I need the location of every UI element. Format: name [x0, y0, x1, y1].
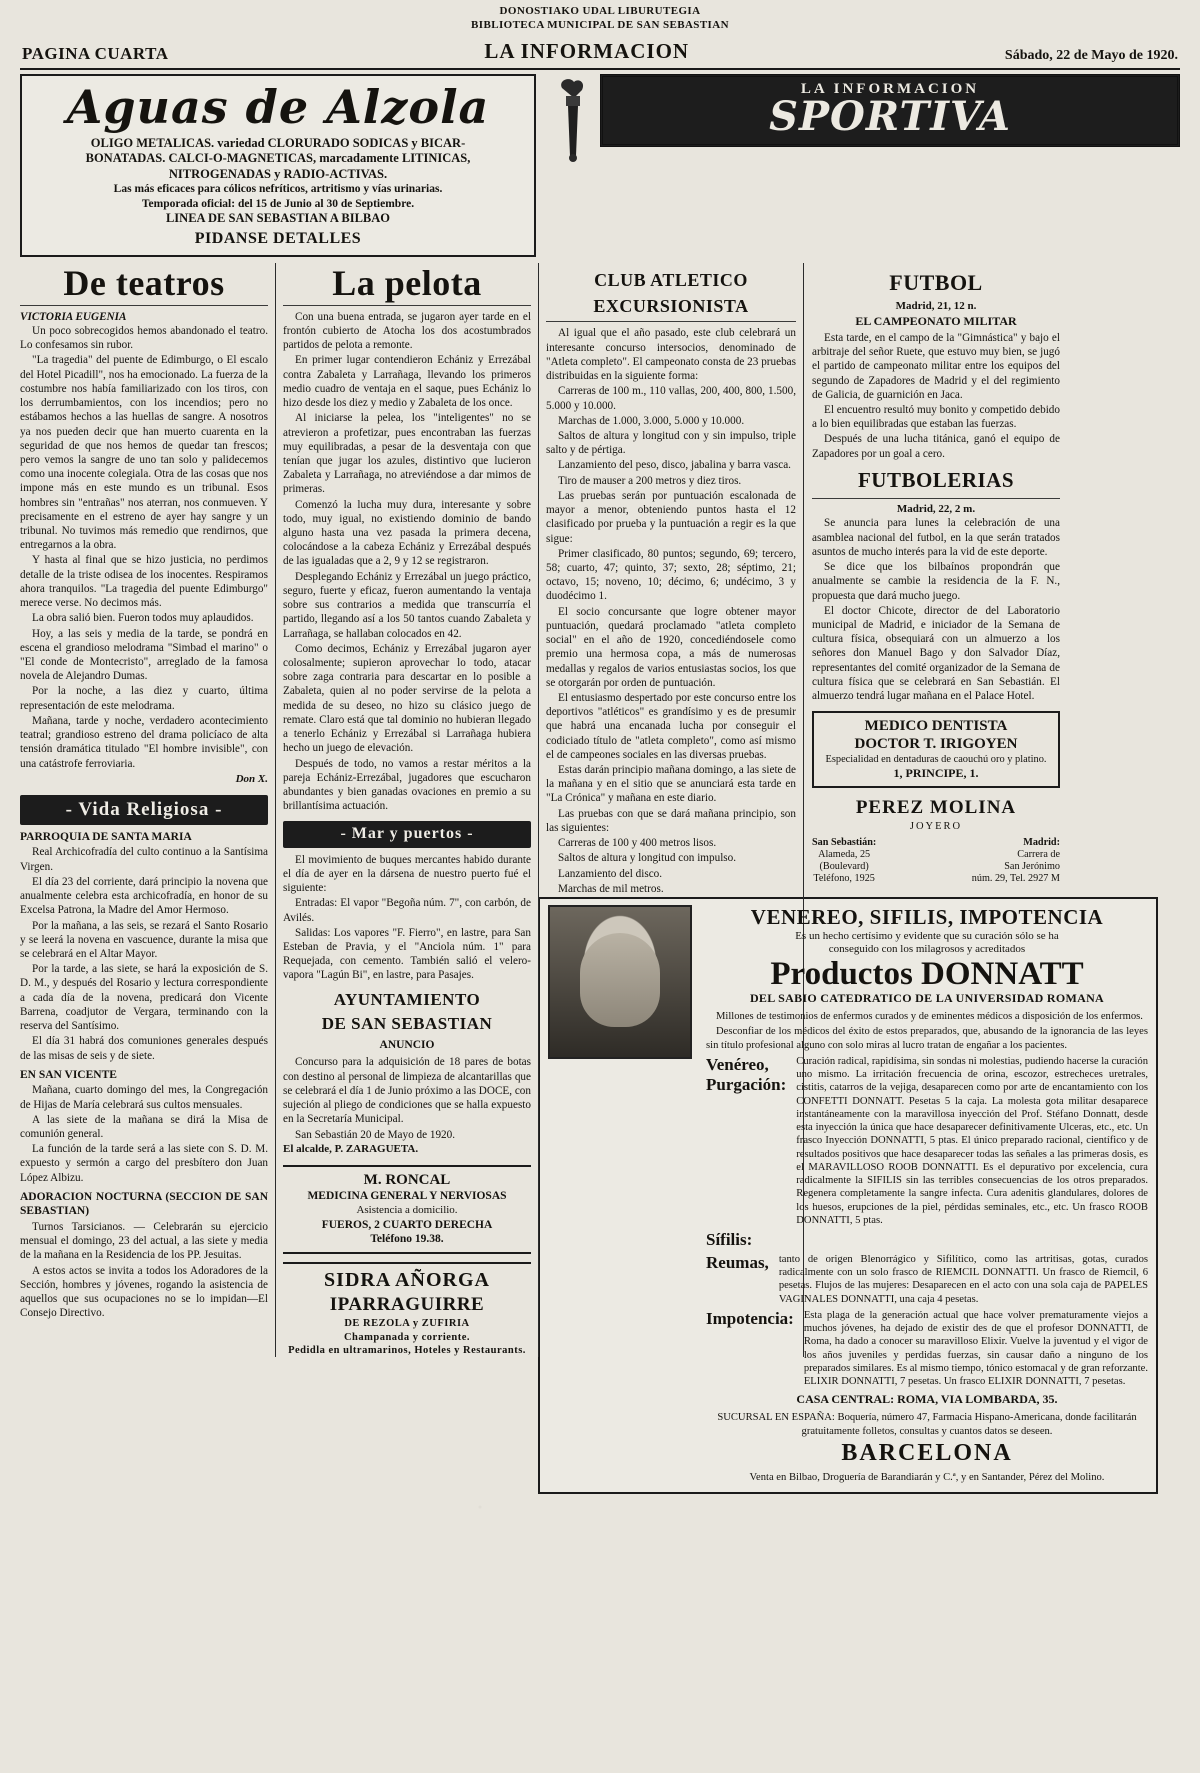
divider — [283, 305, 531, 306]
vr-0-p0: Real Archicofradía del culto continuo a la Santísima Virgen. — [20, 846, 268, 873]
ad-sidra-line3: DE REZOLA y ZUFIRIA — [344, 1318, 470, 1330]
exc-p15: Marchas de mil metros. — [558, 882, 664, 895]
vr-0-p3: Por la tarde, a las siete, se hará la exposición de S. D. M., y después del Rosario y lectura correspondiente a cada día de la novena, predicará don Vicente Barrena, coadjutor de Vergara, terminando con la reserva del Santísimo. — [20, 963, 268, 1033]
ad-joyero-left-2: Teléfono, 1925 — [813, 873, 875, 885]
excursionista-title-1: CLUB ATLETICO — [594, 269, 748, 290]
ad-dentista-line2: DOCTOR T. IRIGOYEN — [854, 735, 1018, 752]
teatros-p2: Y hasta al final que se hizo justicia, no perdimos detalle de la triste odisea de los inocentes. Respiramos ahora tranquilos. "La tragedia del puente Edimburgo" merece verse. No decimos más. — [20, 554, 268, 610]
ad-roncal-name: M. RONCAL — [363, 1171, 451, 1188]
vr-1-p0: Mañana, cuarto domingo del mes, la Congregación de Hijas de María celebrará sus cultos mensuales. — [20, 1084, 268, 1111]
ayuntamiento-p0: Concurso para la adquisición de 18 pares de botas con destino al personal de limpieza de alcantarillas que se celebrará el día 1 de Junio próximo a las DOCE, con sujeción al pliego de condiciones que se halla expuesto en la Secretaría Municipal. — [283, 1056, 531, 1126]
exc-p13: Saltos de altura y longitud con impulso. — [558, 852, 737, 865]
mar-puertos-title: - Mar y puertos - — [283, 821, 531, 847]
futbol-p2: Después de una lucha titánica, ganó el equipo de Zapadores por un goal a cero. — [812, 433, 1060, 460]
vr-2-p0: Turnos Tarsicianos. — Celebrarán su ejercicio mensual el domingo, 23 del actual, a las siete y media de la mañana en la Residencia de los PP. Jesuitas. — [20, 1221, 268, 1262]
torch-icon — [544, 76, 602, 162]
ad-joyero-left — [812, 837, 876, 886]
donnatt-casa-central: CASA CENTRAL: ROMA, VIA LOMBARDA, 35. — [796, 1392, 1058, 1407]
donnatt-brand-sub: DEL SABIO CATEDRATICO DE LA UNIVERSIDAD ROMANA — [749, 991, 1105, 1006]
ad-dentista-line4: 1, PRINCIPE, 1. — [893, 766, 979, 781]
library-header — [0, 0, 1200, 33]
vr-heading-1: EN SAN VICENTE — [20, 1068, 117, 1081]
ad-alzola-line3: NITROGENADAS y RADIO-ACTIVAS. — [168, 166, 388, 181]
exc-p8: El socio concursante que logre obtener mayor puntuación, quedará proclamado "atleta completo social" en el año de 1920, concediéndosele como premio una hermosa copa, a más de numerosas medallas y regalos de varios entusiastas socios, los que se otorgarán por orden de puntuación. — [546, 605, 796, 689]
mar-p2: Salidas: Los vapores "F. Fierro", en lastre, para San Esteban de Pravia, y el "Anciola núm. 1" para Requejada, con cemento. También salió el velero-vapora "Lagún Bi", en lastre, para Pasajes. — [283, 926, 531, 982]
ayuntamiento-signature: El alcalde, P. ZARAGUETA. — [283, 1142, 419, 1155]
teatros-p5: Por la noche, a las diez y cuarto, última representación de este melodrama. — [20, 685, 268, 712]
futbolerias-p1: Se dice que los bilbaínos propondrán que anualmente se cambie la residencia de la F. N., propuesta que dará mucho juego. — [812, 561, 1060, 602]
ad-alzola-line5: Temporada oficial: del 15 de Junio al 30 de Septiembre. — [141, 197, 415, 210]
ad-alzola-line2: BONATADAS. CALCI-O-MAGNETICAS, marcadamente LITINICAS, — [85, 151, 471, 166]
donnatt-subhead-2: conseguido con los milagrosos y acreditados — [828, 943, 1026, 956]
teatros-signature: Don X. — [235, 772, 268, 785]
vr-0-p1: El día 23 del corriente, dará principio la novena que anualmente celebra esta archicofradía, en honor de su Excelsa Patrona, la Madre del Amor Hermoso. — [20, 875, 268, 917]
exc-p1: Carreras de 100 m., 110 vallas, 200, 400, 800, 1.500, 5.000 y 10.000. — [546, 385, 796, 412]
donnatt-section-1 — [706, 1230, 1148, 1250]
donnatt-city: BARCELONA — [841, 1439, 1013, 1466]
futbolerias-dateline: Madrid, 22, 2 m. — [896, 502, 976, 515]
teatros-title: De teatros — [63, 262, 225, 303]
divider — [20, 305, 268, 306]
library-header-line2: BIBLIOTECA MUNICIPAL DE SAN SEBASTIAN — [471, 18, 729, 31]
vr-0-p2: Por la mañana, a las seis, se rezará el Santo Rosario y se leerá la novena en vascuence, durante la misa que se celebrará en el Altar Mayor. — [20, 919, 268, 960]
ad-dentista-line1: MEDICO DENTISTA — [864, 718, 1008, 735]
column-1 — [20, 263, 275, 1357]
ad-joyero-right-1: San Jerónimo — [1004, 861, 1060, 873]
issue-date: Sábado, 22 de Mayo de 1920. — [1004, 47, 1178, 63]
ayuntamiento-title-2: DE SAN SEBASTIAN — [321, 1014, 493, 1034]
ad-sidra-anorga — [283, 1262, 531, 1358]
donnatt-headline: VENEREO, SIFILIS, IMPOTENCIA — [750, 905, 1104, 930]
ad-joyero-role: JOYERO — [909, 821, 963, 833]
exc-p4: Lanzamiento del peso, disco, jabalina y barra vasca. — [558, 459, 791, 472]
library-header-line1: DONOSTIAKO UDAL LIBURUTEGIA — [499, 5, 701, 17]
ad-joyero-right — [972, 837, 1060, 886]
ayuntamiento-title-1: AYUNTAMIENTO — [333, 989, 481, 1009]
futbol-p1: El encuentro resultó muy bonito y competido debido a lo bien equilibradas que estaban las fuerzas. — [812, 403, 1060, 431]
futbolerias-p2: El doctor Chicote, director de del Laboratorio municipal de Madrid, e iniciador de la Semana de cultura física, obsequiará con un almuerzo a los señores don Manuel Bago y don Salvador Díaz, representantes del comité organizador de la Semana de cultura física que se celebrará en San Sebastián. El almuerzo tendrá lugar mañana en el Palace Hotel. — [812, 604, 1060, 703]
exc-p2: Marchas de 1.000, 3.000, 5.000 y 10.000. — [558, 414, 745, 427]
pelota-p2: Al iniciarse la pelea, los "inteligentes" no se atrevieron a profetizar, pues encontraban las fuerzas muy equilibradas, a pesar de la desventaja con que tenían que jugar los azules, distintivo que lucieron Zabaleta y Larrañaga, no atreviéndose a dar mimos de primeras. — [283, 412, 531, 496]
ad-dentista — [812, 711, 1060, 788]
exc-p14: Lanzamiento del disco. — [558, 867, 663, 880]
teatros-p6: Mañana, tarde y noche, verdadero acontecimiento teatral; grandioso estreno del drama policíaco de alta tensión dramática titulado "El hombre invisible", con una catástrofe ferroviaria. — [20, 714, 268, 770]
teatros-p4: Hoy, a las seis y media de la tarde, se pondrá en escena el grandioso melodrama "Simbad el marino" o "El conde de Montecristo", arreglado de la famosa novela de Alejandro Dumas. — [20, 627, 268, 683]
top-ad-row — [0, 70, 1200, 257]
donnatt-intro-0: Millones de testimonios de enfermos curados y de eminentes médicos a disposición de los enfermos. — [716, 1011, 1143, 1023]
donnatt-term-3: Impotencia: — [706, 1308, 794, 1328]
pelota-p3: Comenzó la lucha muy dura, interesante y sobre todo, muy igual, no existiendo dominio de bando alguno hasta una vez pasada la primera decena, colocándose a la cabeza Echániz y Errezábal después de las igualadas que a 2, 9 y 12 se registraron. — [283, 498, 531, 568]
donnatt-portrait-wrap — [548, 905, 698, 1484]
ad-joyero-right-2: núm. 29, Tel. 2927 M — [971, 873, 1060, 885]
futbolerias-p0: Se anuncia para lunes la celebración de una asamblea nacional del futbol, en la que serán tratados asuntos de mucho interés para la vid de este deporte. — [812, 517, 1060, 558]
ad-roncal-line2: Asistencia a domicilio. — [356, 1203, 458, 1216]
ad-joyero-right-0: Carrera de — [1017, 848, 1060, 860]
professor-portrait — [548, 905, 692, 1059]
ad-dentista-line3: Especialidad en dentaduras de caouchú oro y platino. — [825, 753, 1047, 765]
donnatt-body — [706, 905, 1148, 1484]
donnatt-intro-1: Desconfiar de los médicos del éxito de estos preparados, que, abusando de la ignorancia de las leyes sin título profesional alguno con solo miras al lucro tratan de engañar a los pacientes. — [706, 1026, 1148, 1051]
pelota-title: La pelota — [332, 262, 482, 303]
teatros-p1: "La tragedia" del puente de Edimburgo, o El escalo del Hotel Picadill", nos ha emocionado. La fuerza de la costumbre nos había familiarizado con los tiros, con los derrumbamientos, con los incendios; pero no estábamos hechos a las huellas de sangre. A nosotros ya nos pueden decir que han muerto cuarenta en la seguridad de que nos hemos de quedar tan frescos; pero vemos la sangre de uno tan solo y palidecemos como una inocente colegiala. Otra de las cosas que nos impone más en este mundo es un tribunal. Esos hombres sin "entrañas" nos aterran, nos conmueven. Y precisamente en el estreno de ayer hay sangre y un tribunal. No tuvimos más remedio que rendirnos, que entregarnos a la obra. — [20, 354, 268, 552]
vr-heading-0: PARROQUIA DE SANTA MARIA — [20, 830, 192, 843]
pelota-p1: En primer lugar contendieron Echániz y Errezábal contra Zabaleta y Larrañaga, llevando los primeros medio cuadro de ventaja en el saque, pues Echániz lo hizo desde los diez y medio y Zabaleta de los once. — [283, 354, 531, 410]
donnatt-subhead-1: Es un hecho certísimo y evidente que su curación sólo se ha — [795, 930, 1059, 943]
futbol-p0: Esta tarde, en el campo de la "Gimnástica" y bajo el arbitraje del señor Ruete, que estuvo muy bien, se jugó el partido de campeonato militar entre los equipos del segundo de Zapadores de Madrid y el del regimiento de Galicia, de guarnición en Jaca. — [812, 331, 1060, 401]
ad-alzola-line4: Las más eficaces para cólicos nefríticos, artritismo y vías urinarias. — [113, 183, 443, 196]
exc-p10: Estas darán principio mañana domingo, a las siete de la mañana y en el sitio que se anunciará esta tarde en "La Crónica" y mañana en este diario. — [546, 764, 796, 805]
page-label: PAGINA CUARTA — [22, 43, 169, 63]
ad-roncal-line4: Teléfono 19.38. — [370, 1233, 444, 1246]
ad-sidra-line4: Champanada y corriente. — [343, 1331, 471, 1343]
ayuntamiento-subtitle: ANUNCIO — [379, 1038, 435, 1051]
donnatt-term-2: Reumas, — [706, 1252, 769, 1272]
teatros-subtitle: VICTORIA EUGENIA — [20, 310, 127, 323]
ad-alzola-brand: Aguas de Alzola — [66, 79, 490, 134]
ad-aguas-de-alzola — [20, 74, 536, 257]
futbolerias-title: FUTBOLERIAS — [857, 467, 1015, 492]
vr-1-p2: La función de la tarde será a las siete con S. D. M. expuesto y sermón a cargo del presbítero don Juan López Albizu. — [20, 1143, 268, 1184]
teatros-p3: La obra salió bien. Fueron todos muy aplaudidos. — [32, 612, 254, 625]
donnatt-section-2 — [706, 1253, 1148, 1306]
pelota-p6: Después de todo, no vamos a restar méritos a la pareja Echániz-Errezábal, jugadores que escucharon abundantes y bien ganadas ovaciones en premio a su brillantísima actuación. — [283, 757, 531, 813]
excursionista-title-2: EXCURSIONISTA — [593, 295, 749, 316]
donnatt-brand: Productos DONNATT — [770, 955, 1084, 992]
donnatt-venta: Venta en Bilbao, Droguería de Barandiarán y C.ª, y en Santander, Pérez del Molino. — [749, 1471, 1105, 1483]
exc-p0: Al igual que el año pasado, este club celebrará un interesante concurso intersocios, denominado de "Atleta completo". El campeonato consta de 23 pruebas distribuidas en la siguiente forma: — [546, 327, 796, 383]
sport-banner-line2: SPORTIVA — [769, 92, 1011, 140]
donnatt-term-1: Sífilis: — [706, 1229, 753, 1249]
vr-1-p1: A las siete de la mañana se dirá la Misa de comunión general. — [20, 1113, 268, 1140]
donnatt-section-3 — [706, 1309, 1148, 1388]
futbol-subtitle: EL CAMPEONATO MILITAR — [855, 313, 1017, 328]
exc-p12: Carreras de 100 y 400 metros lisos. — [558, 837, 717, 850]
teatros-p0: Un poco sobrecogidos hemos abandonado el teatro. Lo confesamos sin rubor. — [20, 324, 268, 352]
ad-alzola-line7: PIDANSE DETALLES — [194, 229, 362, 247]
exc-p7: Primer clasificado, 80 puntos; segundo, 69; tercero, 58; cuarto, 47; quinto, 37; sexto, 28; séptimo, 21; octavo, 15; noveno, 10; décimo, 6; undécimo, 3 y duodécimo 1. — [546, 547, 796, 603]
donnatt-term-0: Venéreo, Purgación: — [706, 1054, 787, 1094]
ad-joyero-left-1: (Boulevard) — [819, 861, 869, 873]
ad-joyero — [812, 796, 1060, 885]
ad-joyero-name: PEREZ MOLINA — [855, 797, 1017, 819]
column-2 — [275, 263, 538, 1357]
vr-heading-2: ADORACION NOCTURNA (SECCION DE SAN SEBASTIAN) — [20, 1190, 268, 1218]
mar-p0: El movimiento de buques mercantes habido durante el día de ayer en la dársena de nuestro puerto fué el siguiente: — [283, 853, 531, 895]
donnatt-section-0 — [706, 1055, 1148, 1227]
ad-roncal-line3: FUEROS, 2 CUARTO DERECHA — [321, 1218, 493, 1231]
exc-p3: Saltos de altura y longitud con y sin impulso, triple salto y de pértiga. — [546, 430, 796, 457]
donnatt-sucursal: SUCURSAL EN ESPAÑA: Boquería, número 47, Farmacia Hispano-Americana, donde facilitarán gratuitamente folletos, consultas y cuantos datos se deseen. — [717, 1412, 1137, 1437]
pelota-p0: Con una buena entrada, se jugaron ayer tarde en el frontón cubierto de Atocha los dos acostumbrados partidos de pelota a remonte. — [283, 310, 531, 352]
donnatt-text-0: Curación radical, rapidísima, sin sondas ni molestias, pudiendo hacerse la curación uno mismo. La irritación frecuencia de orina, escozor, estrecheces uretrales, cistitis, catarros de la vejiga, desaparecen como por arte de encantamiento con los CONFETTI DONNATT. Pesetas 5 la caja. La molesta gota militar desaparece instantáneamente con la maravillosa inyección del Prof. Stéfano Donnatt, desde esta inyección la única que hace desaparecer definitivamente Ulceras, etc., etc. Un frasco Inyección DONNATTI, 5 ptas. El único preparado racional, científico y de resultados positivos que hace desaparecer todas las señales a las primeras dosis, es el MARAVILLOSO ROOB DONNATTI. Es el depurativo por excelencia, cura radicalmente la SIFILIS sin las terribles consecuencias de los otros preparados. Regenera completamente la sangre infecta. Cura adenitis glandulares, dolores de los huesos, erupciones de la piel, pérdidas seminales, etc., etc. Un frasco ROOB DONNATTI, 5 ptas. — [796, 1055, 1148, 1226]
futbol-title: FUTBOL — [889, 269, 983, 295]
divider — [812, 498, 1060, 499]
sport-banner-line1: LA INFORMACION — [800, 80, 980, 97]
donnatt-text-3: Esta plaga de la generación actual que hace volver prematuramente viejos a muchos jóvenes, ha dejado de existir des de que el profesor DONNATTI, de Roma, ha dado a conocer su maravilloso Elixir. Vuelve la juventud y el vigor de los años juveniles y perdidas fuerzas, sin causar daño a ninguno de los preparados similares. Es al mismo tiempo, tónico estomacal y de gran reforzante. ELIXIR DONNATTI, 7 pesetas. Un frasco ELIXIR DONNATTI, 7 pesetas. — [803, 1309, 1149, 1388]
exc-p6: Las pruebas serán por puntuación escalonada de mayor a menor, obteniendo puntos hasta el 12 clasificado por prueba y la puntuación a regir es la que sigue: — [546, 489, 796, 545]
divider — [546, 321, 796, 322]
ad-joyero-left-title: San Sebastián: — [812, 836, 877, 848]
ad-roncal — [283, 1165, 531, 1254]
vr-0-p4: El día 31 habrá dos comuniones generales después de las misas de seis y de siete. — [20, 1035, 268, 1062]
sport-banner-wrap — [544, 74, 1180, 257]
vida-religiosa-title: - Vida Religiosa - — [20, 795, 268, 825]
ad-roncal-line1: MEDICINA GENERAL Y NERVIOSAS — [307, 1189, 507, 1202]
ad-alzola-line6: LINEA DE SAN SEBASTIAN A BILBAO — [165, 211, 391, 226]
vr-2-p1: A estos actos se invita a todos los Adoradores de la Sección, hombres y jóvenes, rogando la asistencia de aquellos que sus ocupaciones no se lo impidan—El Consejo Directivo. — [20, 1264, 268, 1320]
pelota-p4: Desplegando Echániz y Errezábal un juego práctico, seguro, fuerte y eficaz, fueron aumentando la ventaja sobre sus contrarios a medida que transcurría el partido, llegando así a los 50 tantos cuando Zabaleta y Larrañaga, se hallaban colocados en 42. — [283, 570, 531, 640]
donnatt-text-2: tanto de origen Blenorrágico y Sifilítico, como las artritisas, gotas, curados radicalmente con un solo frasco de RIEMCIL DONNATTI. Un frasco de Riemcil, 6 pesetas. Flujos de las mujeres: Desaparecen en el acto con una sola caja de PAPELES VAGINALES DONNATTI, una caja 4 pesetas. — [778, 1253, 1148, 1305]
newspaper-title: LA INFORMACION — [484, 38, 690, 63]
sport-banner — [600, 74, 1180, 147]
ad-sidra-line5: Pedidla en ultramarinos, Hoteles y Restaurants. — [288, 1344, 526, 1356]
futbol-dateline: Madrid, 21, 12 n. — [895, 299, 977, 312]
ad-joyero-left-0: Alameda, 25 — [818, 848, 871, 860]
ad-joyero-right-title: Madrid: — [1023, 836, 1060, 848]
exc-p9: El entusiasmo despertado por este concurso entre los deportivos "atléticos" es grandísimo y es de presumir que habrá una encanada lucha por conseguir el codiciado título de "atleta completo", como así mismo el de campeones sociales en las diversas pruebas. — [546, 691, 796, 761]
exc-p5: Tiro de mauser a 200 metros y diez tiros. — [558, 474, 742, 487]
pelota-p5: Como decimos, Echániz y Errezábal jugaron ayer colosalmente; supieron aprovechar lo todo, atacar sobre zaga contraria para descartar en lo posible a Zabaleta, quien al no poder servirse de la pelota a medida de su deseo, no hizo su clásico juego de remate. Claro está que tal dominio no hubieran llegado a tenerlo Echániz y Errezábal si Larrañaga hubiera hecho un juego de elevación. — [283, 642, 531, 755]
mar-p1: Entradas: El vapor "Begoña núm. 7", con carbón, de Avilés. — [283, 897, 531, 924]
masthead — [0, 33, 1200, 66]
ad-sidra-line1: SIDRA AÑORGA — [324, 1268, 490, 1291]
ayuntamiento-p1: San Sebastián 20 de Mayo de 1920. — [295, 1128, 456, 1141]
exc-p11: Las pruebas con que se dará mañana principio, son las siguientes: — [546, 807, 796, 834]
ad-alzola-line1: OLIGO METALICAS. variedad CLORURADO SODICAS y BICAR- — [90, 135, 466, 150]
ad-donnatt — [538, 897, 1158, 1494]
ad-sidra-line2: IPARRAGUIRRE — [329, 1294, 485, 1316]
